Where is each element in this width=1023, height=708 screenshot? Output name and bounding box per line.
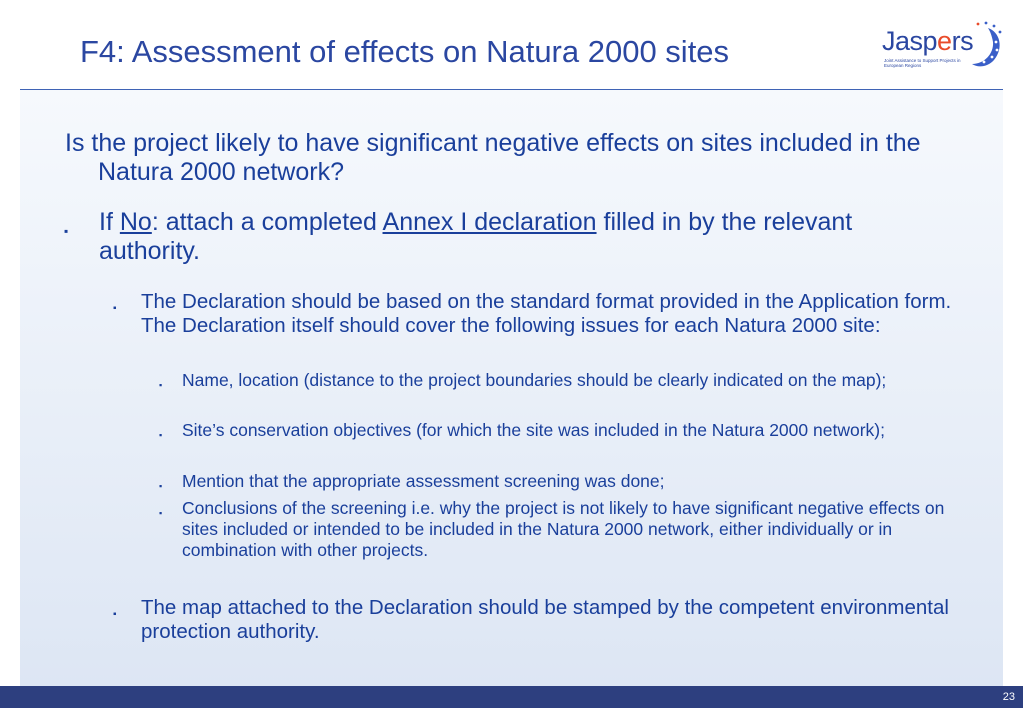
bullet-level3-text: Site’s conservation objectives (for which the site was included in the Natura 2000 network); <box>182 420 885 440</box>
content-panel <box>20 90 1003 686</box>
bullet-level3-text: Name, location (distance to the project boundaries should be clearly indicated on the map); <box>182 370 887 390</box>
bullet-marker: ▪ <box>113 303 117 314</box>
footer-bar <box>0 686 1023 708</box>
logo-wordmark <box>882 26 973 57</box>
bullet-marker: ▪ <box>159 430 163 440</box>
lead-question: Is the project likely to have significant negative effects on sites included in the Natura 2000 network? <box>65 129 921 186</box>
slide-body <box>20 90 1003 686</box>
bullet-marker: ▪ <box>159 508 163 518</box>
bullet-level1-text <box>99 208 959 266</box>
l1-suffix: filled in by the relevant authority. <box>99 208 853 265</box>
bullet-level3-text: Mention that the appropriate assessment screening was done; <box>182 471 665 491</box>
bullet-marker: ▪ <box>159 481 163 491</box>
annex-declaration-link[interactable]: Annex I declaration <box>382 208 597 236</box>
bullet-level2-text: The map attached to the Declaration should be stamped by the competent environmental protection authority. <box>141 596 949 643</box>
bullet-marker: ▪ <box>113 609 117 620</box>
no-link[interactable]: No <box>119 208 152 236</box>
page-number: 23 <box>1002 691 1015 703</box>
bullet-marker: ▪ <box>64 224 69 238</box>
logo-word-part2: rs <box>951 26 974 56</box>
jaspers-logo <box>880 20 1008 72</box>
eu-stars-icon <box>966 20 1008 70</box>
logo-word-accent: e <box>937 26 952 56</box>
bullet-marker: ▪ <box>159 380 163 390</box>
bullet-level3-text: Conclusions of the screening i.e. why the project is not likely to have significant negative effects on sites included or intended to be included in the Natura 2000 network, either individually or in combination with other projects. <box>182 498 945 560</box>
bullet-level2-text: The Declaration should be based on the standard format provided in the Application form. The Declaration itself should cover the following issues for each Natura 2000 site: <box>141 290 952 337</box>
logo-tagline: Joint Assistance to Support Projects in European Regions <box>884 58 961 68</box>
l1-mid: : attach a completed <box>151 208 383 236</box>
logo-word-part1: Jasp <box>882 26 938 56</box>
l1-prefix: If <box>99 208 120 236</box>
slide-title: F4: Assessment of effects on Natura 2000 sites <box>80 34 730 69</box>
